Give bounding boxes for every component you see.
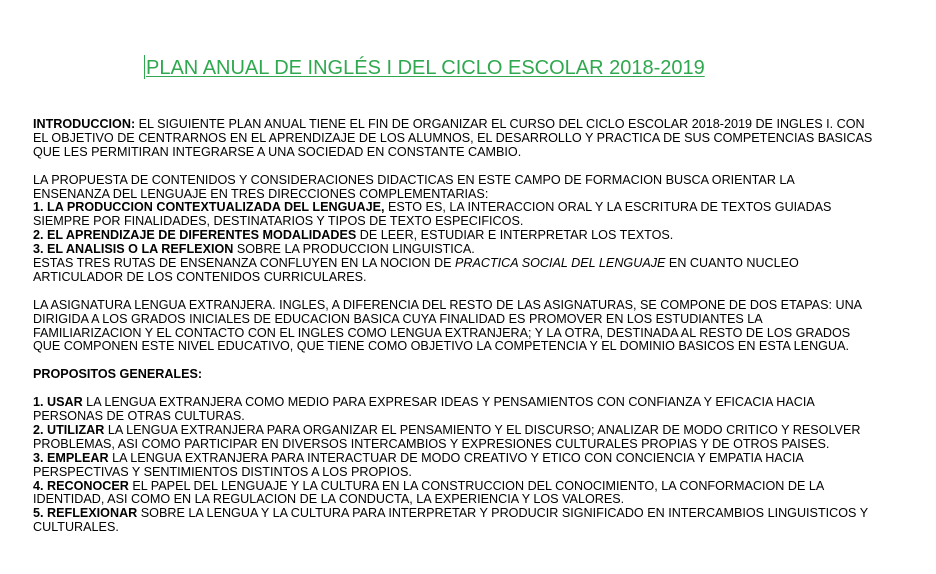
proposito-item-bold: 1. USAR (33, 395, 83, 410)
propuesta-closing (33, 257, 873, 285)
proposito-item (33, 424, 873, 452)
propositos-heading: PROPOSITOS GENERALES: (33, 367, 203, 382)
intro-text: EL SIGUIENTE PLAN ANUAL TIENE EL FIN DE ORGANIZAR EL CURSO DEL CICLO ESCOLAR 2018-2019 DE INGLES I. CON EL OBJETIVO DE CENTRARNOS EN EL APRENDIZAJE DE LOS ALUMNOS, EL DESARROLLO Y PRACTICA DE SUS COMPETENCIAS BASICAS QUE LES PERMITIRAN INTEGRARSE A UNA SOCIEDAD EN CONSTANTE CAMBIO. (33, 117, 873, 159)
proposito-item-bold: 2. UTILIZAR (33, 422, 105, 437)
propuesta-item-bold: 2. EL APRENDIZAJE DE DIFERENTES MODALIDADES (33, 228, 357, 243)
closing-italic: PRACTICA SOCIAL DEL LENGUAJE (454, 256, 666, 271)
proposito-item-text: LA LENGUA EXTRANJERA COMO MEDIO PARA EXPRESAR IDEAS Y PENSAMIENTOS CON CONFIANZA Y EFICACIA HACIA PERSONAS DE OTRAS CULTURAS. (33, 395, 815, 423)
proposito-item-text: SOBRE LA LENGUA Y LA CULTURA PARA INTERPRETAR Y PRODUCIR SIGNIFICADO EN INTERCAMBIOS LINGUISTICOS Y CULTURALES. (33, 506, 868, 535)
proposito-item-text: EL PAPEL DEL LENGUAJE Y LA CULTURA EN LA CONSTRUCCION DEL CONOCIMIENTO, LA CONFORMACION DE LA IDENTIDAD, ASI COMO EN LA REGULACION DE LA CONDUCTA, LA EXPERIENCIA Y LOS VALORES. (33, 478, 824, 507)
intro-paragraph (33, 118, 873, 160)
proposito-item (33, 452, 873, 480)
proposito-item-text: LA LENGUA EXTRANJERA PARA INTERACTUAR DE MODO CREATIVO Y ETICO CON CONCIENCIA Y EMPATIA HACIA PERSPECTIVAS Y SENTIMIENTOS DISTINTOS A LOS PROPIOS. (33, 450, 804, 479)
page-title: PLAN ANUAL DE INGLÉS I DEL CICLO ESCOLAR 2018-2019 (146, 57, 705, 79)
propuesta-item (33, 201, 873, 229)
proposito-item-bold: 3. EMPLEAR (33, 450, 109, 465)
proposito-item (33, 480, 873, 508)
proposito-item (33, 507, 873, 535)
propuesta-item-bold: 1. LA PRODUCCION CONTEXTUALIZADA DEL LENGUAJE, (33, 200, 385, 215)
intro-label: INTRODUCCION: (33, 117, 136, 131)
propuesta-item-text: DE LEER, ESTUDIAR E INTERPRETAR LOS TEXTOS. (356, 228, 674, 243)
propuesta-item-bold: 3. EL ANALISIS O LA REFLEXION (33, 242, 234, 257)
propuesta-item-text: SOBRE LA PRODUCCION LINGUISTICA. (233, 242, 475, 257)
propuesta-lead: LA PROPUESTA DE CONTENIDOS Y CONSIDERACIONES DIDACTICAS EN ESTE CAMPO DE FORMACION BUSCA ORIENTAR LA ENSENANZA DEL LENGUAJE EN TRES DIRECCIONES COMPLEMENTARIAS: (33, 172, 795, 201)
proposito-item (33, 396, 873, 424)
proposito-item-text: LA LENGUA EXTRANJERA PARA ORGANIZAR EL PENSAMIENTO Y EL DISCURSO; ANALIZAR DE MODO CRITICO Y RESOLVER PROBLEMAS, ASI COMO PARTICIPAR EN DIVERSOS INTERCAMBIOS Y EXPRESIONES CULTURALES PROPIAS Y DE OTROS PAISES. (33, 422, 861, 451)
text-cursor (144, 55, 145, 79)
proposito-item-bold: 5. REFLEXIONAR (33, 506, 138, 521)
closing-post: EN CUANTO NUCLEO ARTICULADOR DE LOS CONTENIDOS CURRICULARES. (33, 256, 799, 284)
propuesta-item-text: ESTO ES, LA INTERACCION ORAL Y LA ESCRITURA DE TEXTOS GUIADAS SIEMPRE POR FINALIDADES, DESTINATARIOS Y TIPOS DE TEXTO ESPECIFICOS. (33, 200, 832, 229)
propuesta-section (33, 174, 873, 285)
closing-pre: ESTAS TRES RUTAS DE ENSENANZA CONFLUYEN EN LA NOCION DE (33, 256, 455, 271)
document-body (33, 118, 873, 535)
asignatura-paragraph: LA ASIGNATURA LENGUA EXTRANJERA. INGLES, A DIFERENCIA DEL RESTO DE LAS ASIGNATURAS, SE COMPONE DE DOS ETAPAS: UNA DIRIGIDA A LOS GRADOS INICIALES DE EDUCACION BASICA CUYA FINALIDAD ES PROMOVER EN LOS ESTUDIANTES LA FAMILIARIZACION Y EL CONTACTO CON EL INGLES COMO LENGUA EXTRANJERA; Y LA OTRA, DESTINADA AL RESTO DE LOS GRADOS QUE COMPONEN ESTE NIVEL EDUCATIVO, QUE TIENE COMO OBJETIVO LA COMPETENCIA Y EL DOMINIO BASICOS EN ESTA LENGUA. (33, 297, 862, 354)
propuesta-item (33, 243, 873, 257)
propuesta-item (33, 229, 873, 243)
propositos-list (33, 396, 873, 535)
proposito-item-bold: 4. RECONOCER (33, 478, 129, 493)
